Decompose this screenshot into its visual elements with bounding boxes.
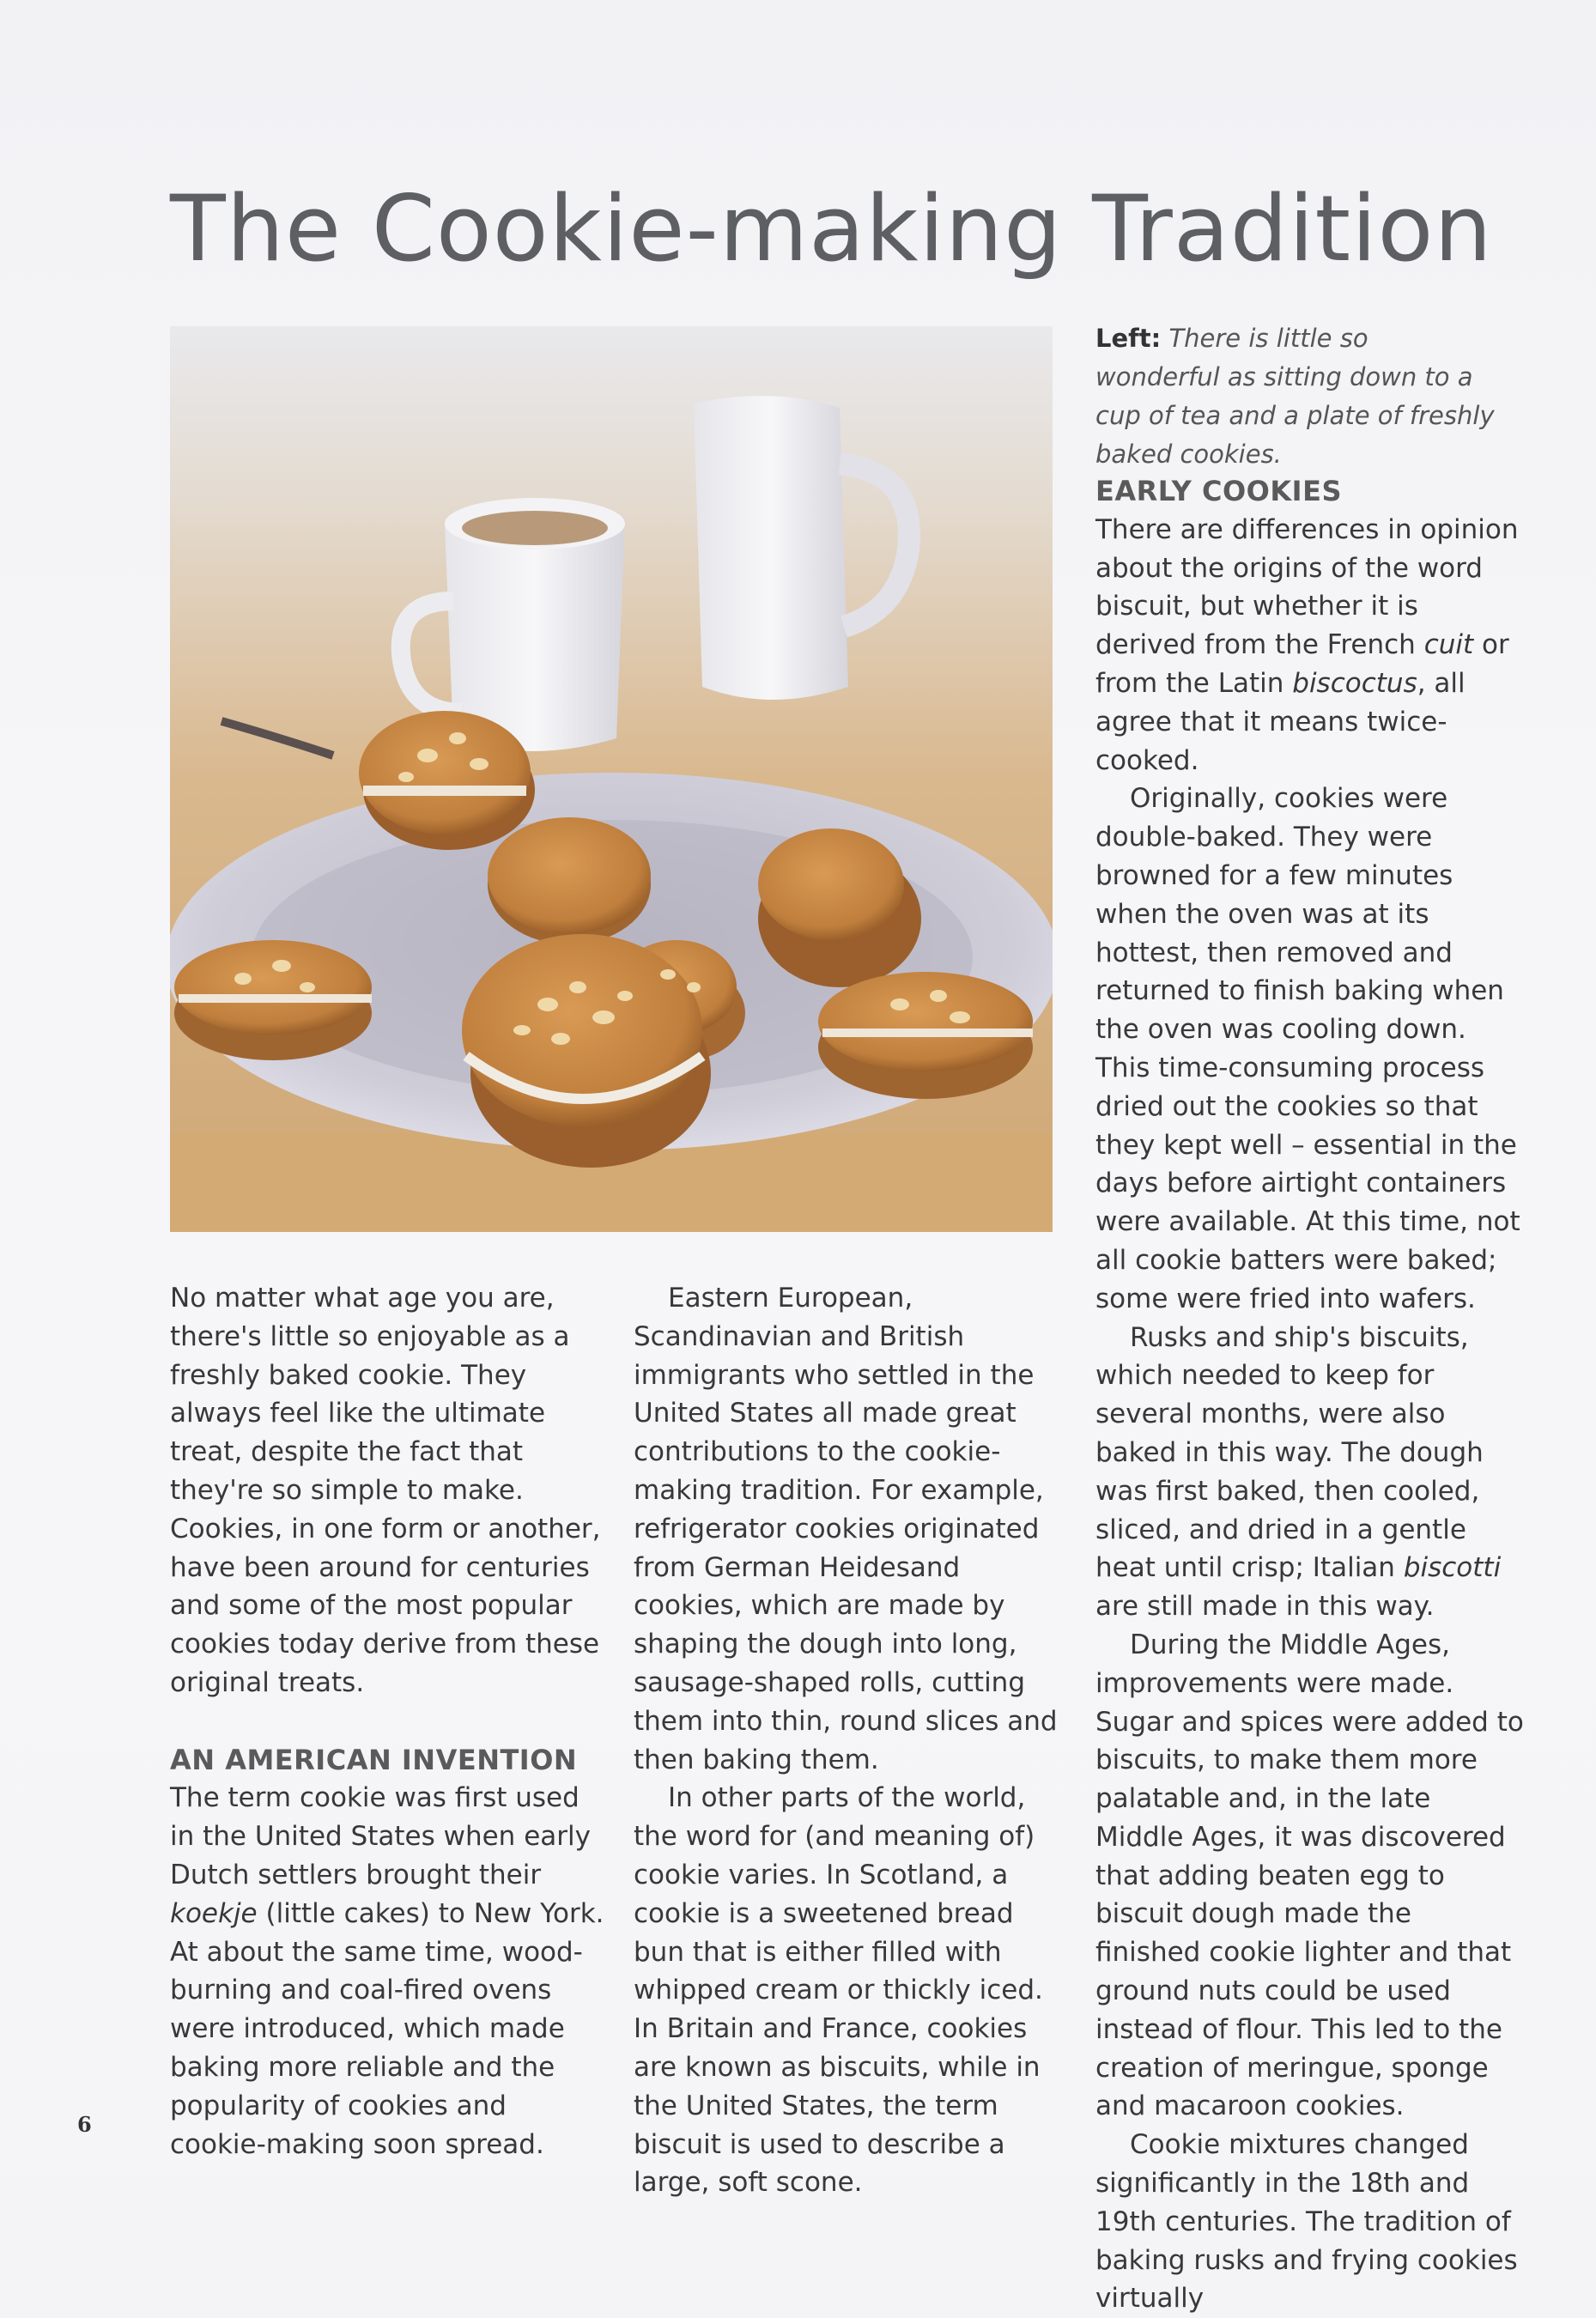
paragraph-other-parts: In other parts of the world, the word for (and meaning of) cookie varies. In Scotland, a cookie is a sweetened bread bun that is either filled with whipped cream or thickly iced. In Britain and France, cookies are known as biscuits, while in the United States, the term biscuit is used to describe a large, soft scone. — [634, 1782, 1043, 2199]
caption-text: There is little so wonderful as sitting down to a cup of tea and a plate of freshly baked cookies. — [1095, 324, 1495, 469]
text-column-2 — [634, 1279, 1063, 2202]
paragraph-immigrants: Eastern European, Scandinavian and British immigrants who settled in the United States all made great contributions to the cookie-making tradition. For example, refrigerator cookies originated from German Heidesand cookies, which are made by shaping the dough into long, sausage-shaped rolls, cutting them into thin, round slices and then baking them. — [634, 1283, 1058, 1775]
page-title: The Cookie-making Tradition — [170, 176, 1493, 282]
intro-paragraph: No matter what age you are, there's little so enjoyable as a freshly baked cookie. They always feel like the ultimate treat, despite the fact that they're so simple to make. Cookies, in one form or another, have been around for centuries and some of the most popular cookies today derive from these original treats. — [170, 1283, 601, 1698]
paragraph-double-baked: Originally, cookies were double-baked. They were browned for a few minutes when the oven was at its hottest, then removed and returned to finish baking when the oven was cooling down. This time-consuming process dried out the cookies so that they kept well – essential in the days before airtight containers were available. At this time, not all cookie batters were baked; some were fried into wafers. — [1095, 783, 1520, 1314]
text-column-3 — [1095, 472, 1525, 2318]
photo-caption — [1095, 319, 1499, 474]
caption-lead: Left: — [1095, 324, 1162, 353]
paragraph-origins: There are differences in opinion about the origins of the word biscuit, but whether it is derived from the French cuit or from the Latin biscoctus, all agree that it means twice-cooked. — [1095, 513, 1519, 776]
paragraph-mixtures: Cookie mixtures changed significantly in the 18th and 19th centuries. The tradition of baking rusks and frying cookies virtually — [1095, 2129, 1518, 2315]
paragraph-rusks: Rusks and ship's biscuits, which needed to keep for several months, were also baked in this way. The dough was first baked, then cooled, sliced, and dried in a gentle heat until crisp; Italian biscotti are still made in this way. — [1095, 1321, 1502, 1623]
cookies-photo — [170, 326, 1053, 1232]
heading-american-invention: AN AMERICAN INVENTION — [170, 1743, 578, 1776]
page-number: 6 — [77, 2112, 92, 2137]
heading-early-cookies: EARLY COOKIES — [1095, 475, 1342, 507]
paragraph-middle-ages: During the Middle Ages, improvements were made. Sugar and spices were added to biscuits, to make them more palatable and, in the late Middle Ages, it was discovered that adding beaten egg to biscuit dough made the finished cookie lighter and that ground nuts could be used instead of flour. This led to the creation of meringue, sponge and macaroon cookies. — [1095, 1629, 1524, 2122]
paragraph-american-invention: The term cookie was first used in the United States when early Dutch settlers brought their koekje (little cakes) to New York. At about the same time, wood-burning and coal-fired ovens were introduced, which made baking more reliable and the popularity of cookies and cookie-making soon spread. — [170, 1782, 604, 2160]
text-column-1 — [170, 1279, 608, 2163]
